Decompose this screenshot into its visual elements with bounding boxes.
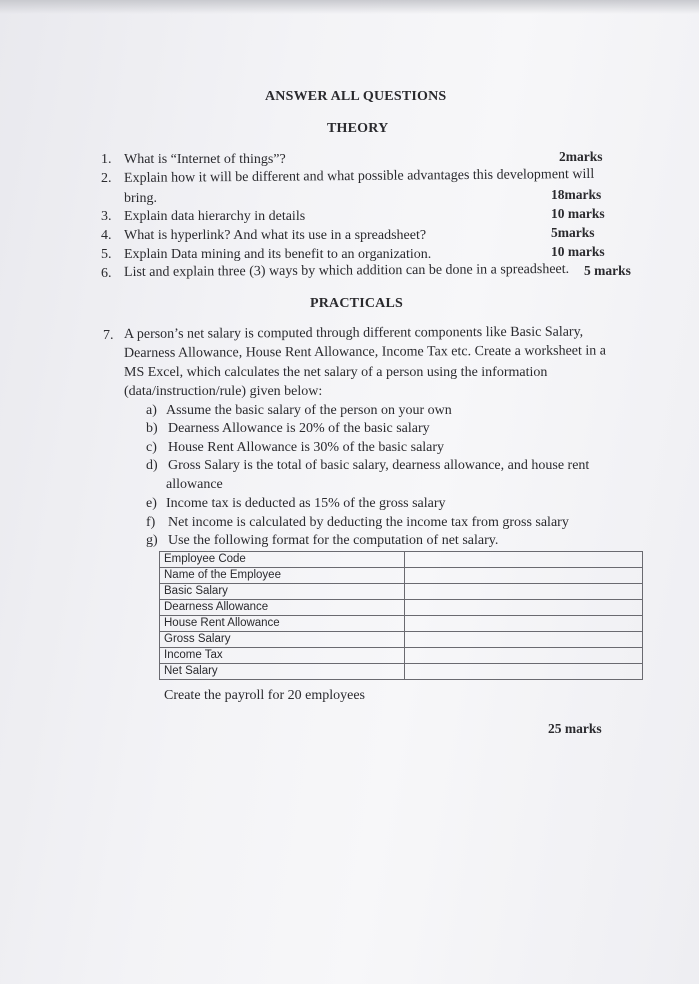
table-empty-cell [405, 552, 643, 568]
item-letter: b) [146, 421, 158, 436]
question-text-continued: bring. [124, 191, 158, 206]
item-letter: g) [146, 533, 158, 548]
table-row [160, 648, 643, 664]
item-text: Gross Salary is the total of basic salary, dearness allowance, and house rent [168, 458, 590, 473]
table-row [160, 552, 643, 568]
salary-format-table [159, 551, 643, 680]
item-letter: c) [146, 440, 157, 455]
question-marks: 2marks [559, 149, 603, 164]
table-row [160, 584, 643, 600]
question-text: What is hyperlink? And what its use in a spreadsheet? [124, 228, 427, 243]
question-text: Explain how it will be different and what possible advantages this development will [123, 166, 595, 186]
item-letter: d) [146, 458, 158, 473]
table-empty-cell [405, 664, 643, 680]
practical-intro-line: MS Excel, which calculates the net salary of a person using the information [124, 365, 548, 380]
practical-intro-line: (data/instruction/rule) given below: [124, 384, 323, 399]
question-number: 3. [101, 209, 112, 224]
table-row [160, 600, 643, 616]
table-row [160, 664, 643, 680]
table-row-label: Dearness Allowance [160, 600, 405, 616]
exam-instruction: ANSWER ALL QUESTIONS [265, 89, 447, 104]
question-text: List and explain three (3) ways by which addition can be done in a spreadsheet. [123, 261, 570, 280]
question-number: 1. [101, 152, 112, 167]
table-empty-cell [405, 568, 643, 584]
theory-heading: THEORY [327, 121, 389, 136]
table-row-label: Income Tax [160, 648, 405, 664]
payroll-instruction: Create the payroll for 20 employees [164, 688, 365, 703]
item-text: House Rent Allowance is 30% of the basic salary [168, 440, 445, 455]
table-row [160, 568, 643, 584]
table-row-label: Basic Salary [160, 584, 405, 600]
item-letter: e) [146, 496, 157, 511]
table-row-label: Employee Code [160, 552, 405, 568]
question-marks: 5 marks [584, 263, 631, 278]
practical-intro-line: A person’s net salary is computed through different components like Basic Salary, [123, 324, 584, 342]
question-number: 6. [101, 266, 112, 281]
item-text: Use the following format for the computation of net salary. [168, 533, 499, 548]
table-row-label: House Rent Allowance [160, 616, 405, 632]
table-empty-cell [405, 632, 643, 648]
question-marks: 5marks [551, 225, 595, 240]
practical-marks: 25 marks [548, 721, 602, 736]
question-number: 5. [101, 247, 112, 262]
item-text: Income tax is deducted as 15% of the gross salary [166, 496, 446, 511]
item-text: Assume the basic salary of the person on your own [166, 403, 452, 418]
table-empty-cell [405, 616, 643, 632]
item-text-continued: allowance [166, 477, 223, 492]
question-marks: 18marks [551, 187, 602, 202]
table-empty-cell [405, 648, 643, 664]
question-number: 7. [103, 328, 114, 343]
item-text: Net income is calculated by deducting the income tax from gross salary [168, 515, 569, 530]
question-marks: 10 marks [551, 244, 605, 259]
table-row-label: Name of the Employee [160, 568, 405, 584]
question-text: Explain data hierarchy in details [124, 209, 306, 224]
table-empty-cell [405, 584, 643, 600]
practicals-heading: PRACTICALS [310, 296, 404, 311]
table-row [160, 632, 643, 648]
practical-intro-line: Dearness Allowance, House Rent Allowance, Income Tax etc. Create a worksheet in a [123, 343, 607, 361]
table-empty-cell [405, 600, 643, 616]
item-text: Dearness Allowance is 20% of the basic salary [168, 421, 430, 436]
question-text: What is “Internet of things”? [124, 152, 286, 167]
table-row-label: Net Salary [160, 664, 405, 680]
item-letter: a) [146, 403, 157, 418]
question-number: 4. [101, 228, 112, 243]
table-row [160, 616, 643, 632]
question-number: 2. [101, 171, 112, 186]
question-text: Explain Data mining and its benefit to an organization. [124, 247, 432, 262]
table-row-label: Gross Salary [160, 632, 405, 648]
item-letter: f) [146, 515, 156, 530]
question-marks: 10 marks [551, 206, 605, 221]
page-shadow [0, 0, 699, 14]
